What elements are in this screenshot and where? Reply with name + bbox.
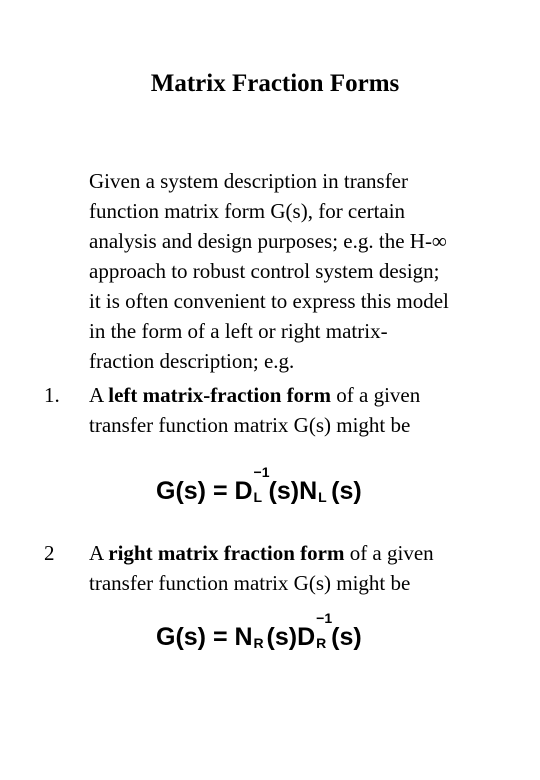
intro-paragraph bbox=[89, 166, 529, 376]
list-item-body bbox=[89, 538, 529, 598]
equation-supsub bbox=[253, 464, 270, 505]
list-item-prefix: A bbox=[89, 541, 109, 565]
list-item-line bbox=[89, 380, 529, 410]
list-item-suffix: of a given bbox=[331, 383, 421, 407]
list-item-number: 1. bbox=[44, 383, 60, 407]
list-item-line: transfer function matrix G(s) might be bbox=[89, 413, 411, 437]
equation-subscript: R bbox=[253, 635, 264, 651]
list-item-line: transfer function matrix G(s) might be bbox=[89, 571, 411, 595]
intro-line: function matrix form G(s), for certain bbox=[89, 199, 406, 223]
list-item-prefix: A bbox=[89, 383, 109, 407]
equation-end: (s) bbox=[331, 477, 362, 505]
intro-line: fraction description; e.g. bbox=[89, 349, 295, 373]
equation-expression bbox=[156, 610, 362, 654]
equation-sub-wrap bbox=[317, 474, 331, 505]
equation-end: (s) bbox=[331, 623, 362, 651]
slide-title: Matrix Fraction Forms bbox=[150, 70, 400, 97]
equation-lhs: G(s) = D bbox=[156, 477, 253, 505]
equation-sub-wrap bbox=[253, 620, 267, 651]
list-item-term: right matrix fraction form bbox=[108, 541, 345, 565]
equation-subscript: L bbox=[318, 489, 327, 505]
equation-supsub bbox=[315, 610, 333, 651]
list-item-number: 2 bbox=[44, 541, 55, 565]
equation-mid: (s)N bbox=[268, 477, 318, 505]
equation-lhs: G(s) = N bbox=[156, 623, 253, 651]
intro-line: approach to robust control system design; bbox=[89, 259, 440, 283]
equation-subscript: R bbox=[316, 635, 327, 651]
equation-expression bbox=[156, 464, 362, 508]
equation-mid: (s)D bbox=[266, 623, 316, 651]
equation-superscript: −1 bbox=[253, 464, 270, 480]
intro-line: it is often convenient to express this model bbox=[89, 289, 449, 313]
intro-line: Given a system description in transfer bbox=[89, 169, 408, 193]
list-item-line bbox=[89, 538, 529, 568]
right-fraction-equation bbox=[156, 610, 416, 654]
list-item-suffix: of a given bbox=[344, 541, 434, 565]
left-fraction-equation bbox=[156, 464, 416, 508]
intro-line: in the form of a left or right matrix- bbox=[89, 319, 388, 343]
list-item-body bbox=[89, 380, 529, 440]
list-item-term: left matrix-fraction form bbox=[108, 383, 331, 407]
equation-superscript: −1 bbox=[316, 610, 333, 626]
equation-subscript: L bbox=[253, 489, 263, 505]
intro-line: analysis and design purposes; e.g. the H-∞ bbox=[89, 229, 447, 253]
